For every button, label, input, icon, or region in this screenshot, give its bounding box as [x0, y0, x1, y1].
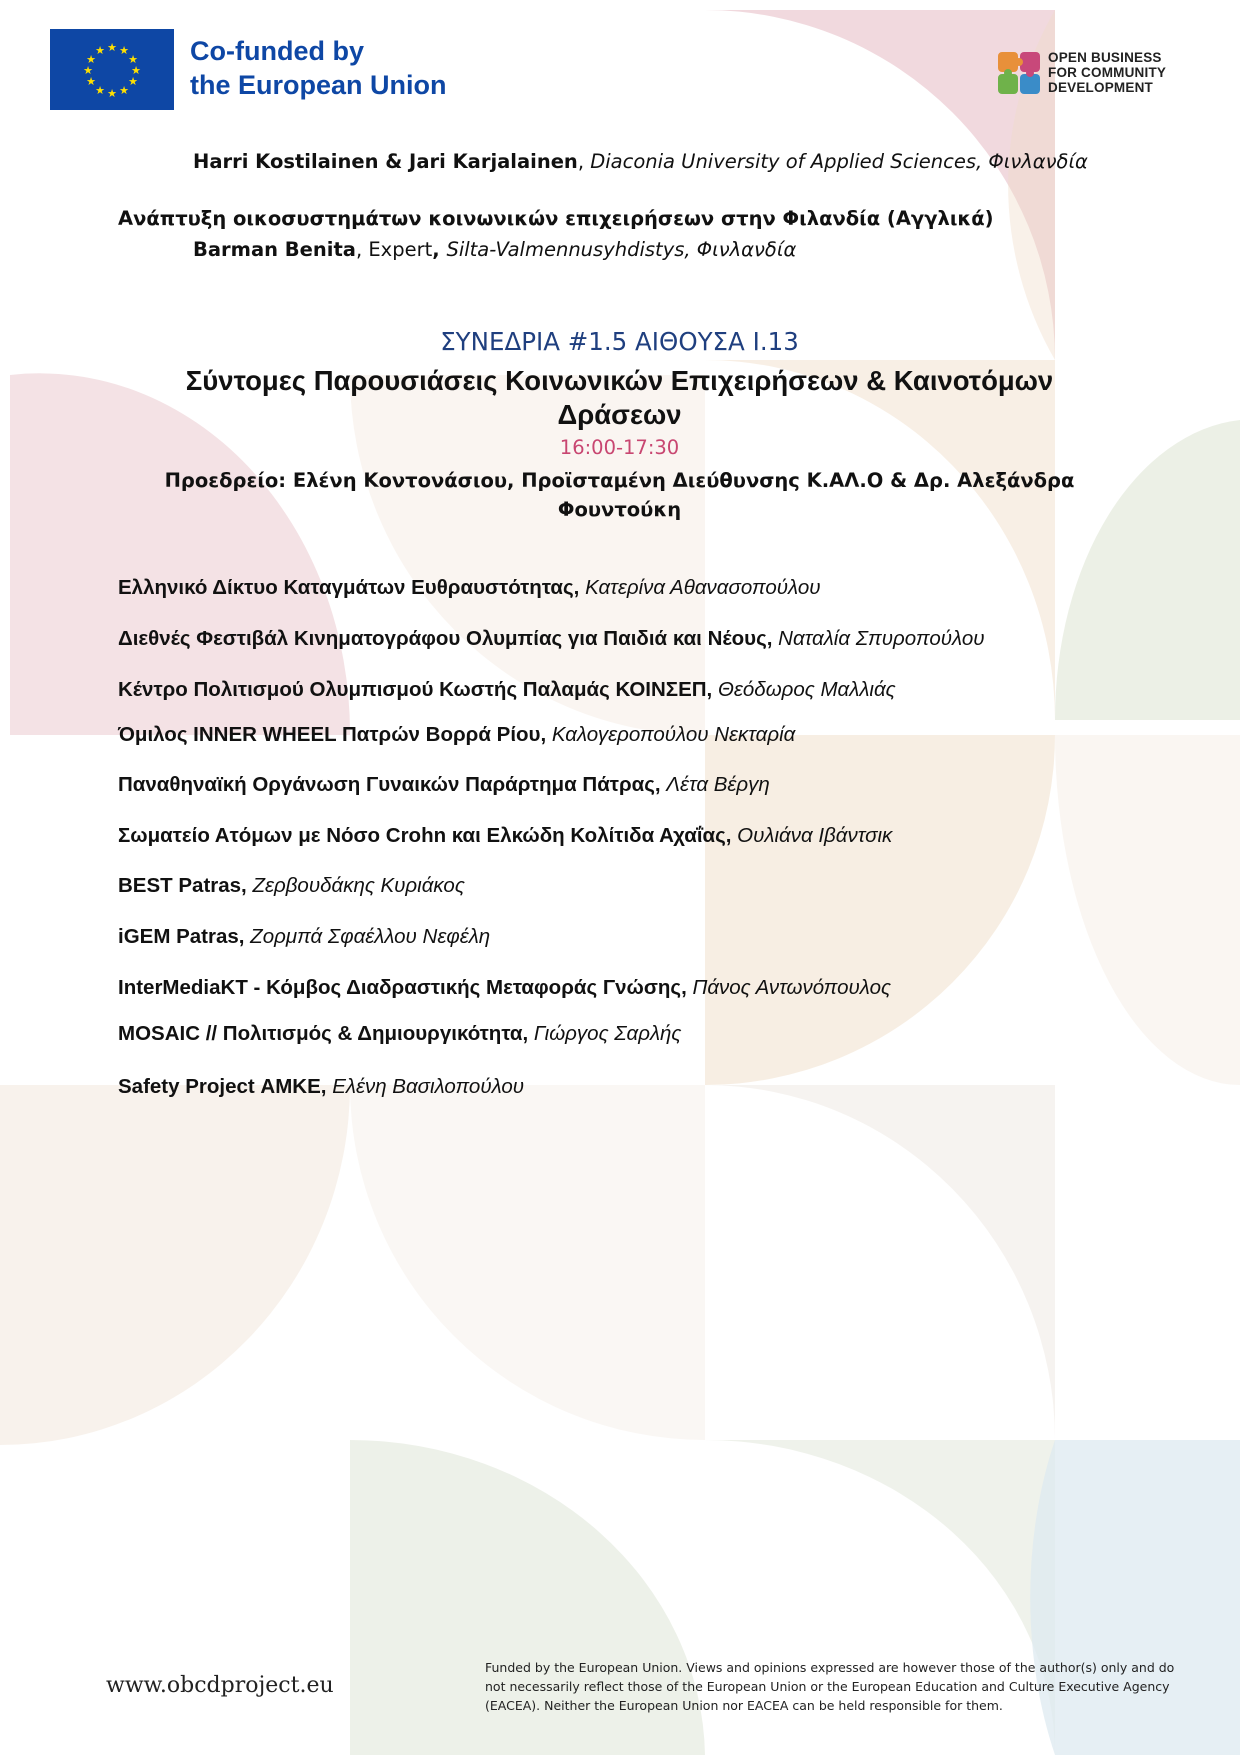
list-item	[118, 627, 985, 651]
list-item	[118, 773, 770, 797]
obcd-line-2: FOR COMMUNITY	[1048, 65, 1167, 80]
presentation-org: Κέντρο Πολιτισμού Ολυμπισμού Κωστής Παλαμάς ΚΟΙΝΣΕΠ,	[118, 678, 713, 701]
svg-text:★: ★	[86, 75, 96, 88]
session-subtitle-line-1: Σύντομες Παρουσιάσεις Κοινωνικών Επιχειρήσεων & Καινοτόμων	[185, 365, 1054, 396]
list-item	[118, 678, 896, 702]
talk-1-affiliation: Diaconia University of Applied Sciences, Φινλανδία	[590, 150, 1088, 173]
talk-1-speaker-line: Harri Kostilainen & Jari Karjalainen, Diaconia University of Applied Sciences, Φινλανδία	[193, 150, 1088, 173]
presentation-org: Διεθνές Φεστιβάλ Κινηματογράφου Ολυμπίας για Παιδιά και Νέους,	[118, 627, 773, 650]
talk-2-title: Ανάπτυξη οικοσυστημάτων κοινωνικών επιχειρήσεων στην Φιλανδία (Αγγλικά)	[118, 207, 994, 230]
svg-text:★: ★	[86, 53, 96, 66]
funding-disclaimer: Funded by the European Union. Views and opinions expressed are however those of the author(s) only and do not necessarily reflect those of the European Union or the European Education and Culture Executive Agency (EACEA). Neither the European Union nor EACEA can be held responsible for them.	[485, 1660, 1175, 1713]
session-chair-line-2: Φουντούκη	[557, 498, 682, 521]
presentation-org: iGEM Patras,	[118, 925, 245, 948]
svg-text:★: ★	[131, 64, 141, 77]
session-subtitle-line-2: Δράσεων	[557, 399, 682, 430]
list-item	[118, 1075, 524, 1099]
presentation-person: Θεόδωρος Μαλλιάς	[717, 678, 896, 701]
obcd-line-3: DEVELOPMENT	[1048, 80, 1153, 95]
presentation-org: BEST Patras,	[118, 874, 247, 897]
presentation-person: Γιώργος Σαρλής	[533, 1022, 682, 1045]
presentation-person: Λέτα Βέργη	[666, 773, 770, 796]
list-item	[118, 576, 821, 600]
list-item	[118, 925, 490, 949]
svg-text:★: ★	[95, 44, 105, 57]
list-item	[118, 976, 891, 1000]
svg-text:★: ★	[128, 53, 138, 66]
list-item	[118, 723, 795, 747]
presentation-org: Σωματείο Ατόμων με Νόσο Crohn και Ελκώδη Κολίτιδα Αχαΐας,	[118, 824, 732, 847]
presentation-person: Ναταλία Σπυροπούλου	[778, 627, 985, 650]
presentation-person: Πάνος Αντωνόπουλος	[692, 976, 891, 999]
presentation-org: Παναθηναϊκή Οργάνωση Γυναικών Παράρτημα Πάτρας,	[118, 773, 661, 796]
eu-line-2: the European Union	[190, 70, 447, 100]
list-item	[118, 824, 892, 848]
svg-text:★: ★	[119, 84, 129, 97]
website-link[interactable]: www.obcdproject.eu	[106, 1673, 334, 1698]
presentation-org: Όμιλος INNER WHEEL Πατρών Βορρά Ρίου,	[118, 723, 547, 746]
talk-2-role: Expert	[368, 238, 433, 261]
presentation-person: Καλογεροπούλου Νεκταρία	[551, 723, 796, 746]
presentation-person: Ουλιάνα Ιβάντσικ	[737, 824, 893, 847]
list-item	[118, 874, 465, 898]
presentation-org: InterMediaKT - Κόμβος Διαδραστικής Μεταφοράς Γνώσης,	[118, 976, 687, 999]
presentation-person: Ζερβουδάκης Κυριάκος	[252, 874, 465, 897]
talk-2-affiliation: Silta-Valmennusyhdistys, Φινλανδία	[446, 238, 797, 261]
list-item	[118, 1022, 681, 1046]
session-chair-line-1: Προεδρείο: Ελένη Κοντονάσιου, Προϊσταμένη Διεύθυνσης Κ.ΑΛ.Ο & Δρ. Αλεξάνδρα	[164, 469, 1075, 492]
footer	[0, 1640, 1240, 1755]
eu-line-1: Co-funded by	[190, 36, 364, 66]
talk-1-speaker: Harri Kostilainen & Jari Karjalainen	[193, 150, 578, 173]
presentation-person: Ελένη Βασιλοπούλου	[332, 1075, 525, 1098]
presentation-person: Κατερίνα Αθανασοπούλου	[585, 576, 821, 599]
svg-text:★: ★	[107, 41, 117, 54]
session-time: 16:00-17:30	[559, 436, 680, 459]
talk-2-speaker: Barman Benita	[193, 238, 356, 261]
obcd-line-1: OPEN BUSINESS	[1048, 50, 1162, 65]
svg-text:★: ★	[107, 87, 117, 100]
presentation-person: Ζορμπά Σφαέλλου Νεφέλη	[250, 925, 491, 948]
svg-text:★: ★	[95, 84, 105, 97]
session-title: ΣΥΝΕΔΡΙΑ #1.5 ΑΙΘΟΥΣΑ Ι.13	[440, 327, 799, 356]
svg-text:★: ★	[128, 75, 138, 88]
presentation-org: Ελληνικό Δίκτυο Καταγμάτων Ευθραυστότητας,	[118, 576, 580, 599]
talk-2-speaker-line: Barman Benita, Expert, Silta-Valmennusyhdistys, Φινλανδία	[193, 238, 797, 261]
svg-text:★: ★	[83, 64, 93, 77]
svg-text:★: ★	[119, 44, 129, 57]
presentation-org: Safety Project ΑΜΚΕ,	[118, 1075, 327, 1098]
presentation-org: MOSAIC // Πολιτισμός & Δημιουργικότητα,	[118, 1022, 529, 1045]
